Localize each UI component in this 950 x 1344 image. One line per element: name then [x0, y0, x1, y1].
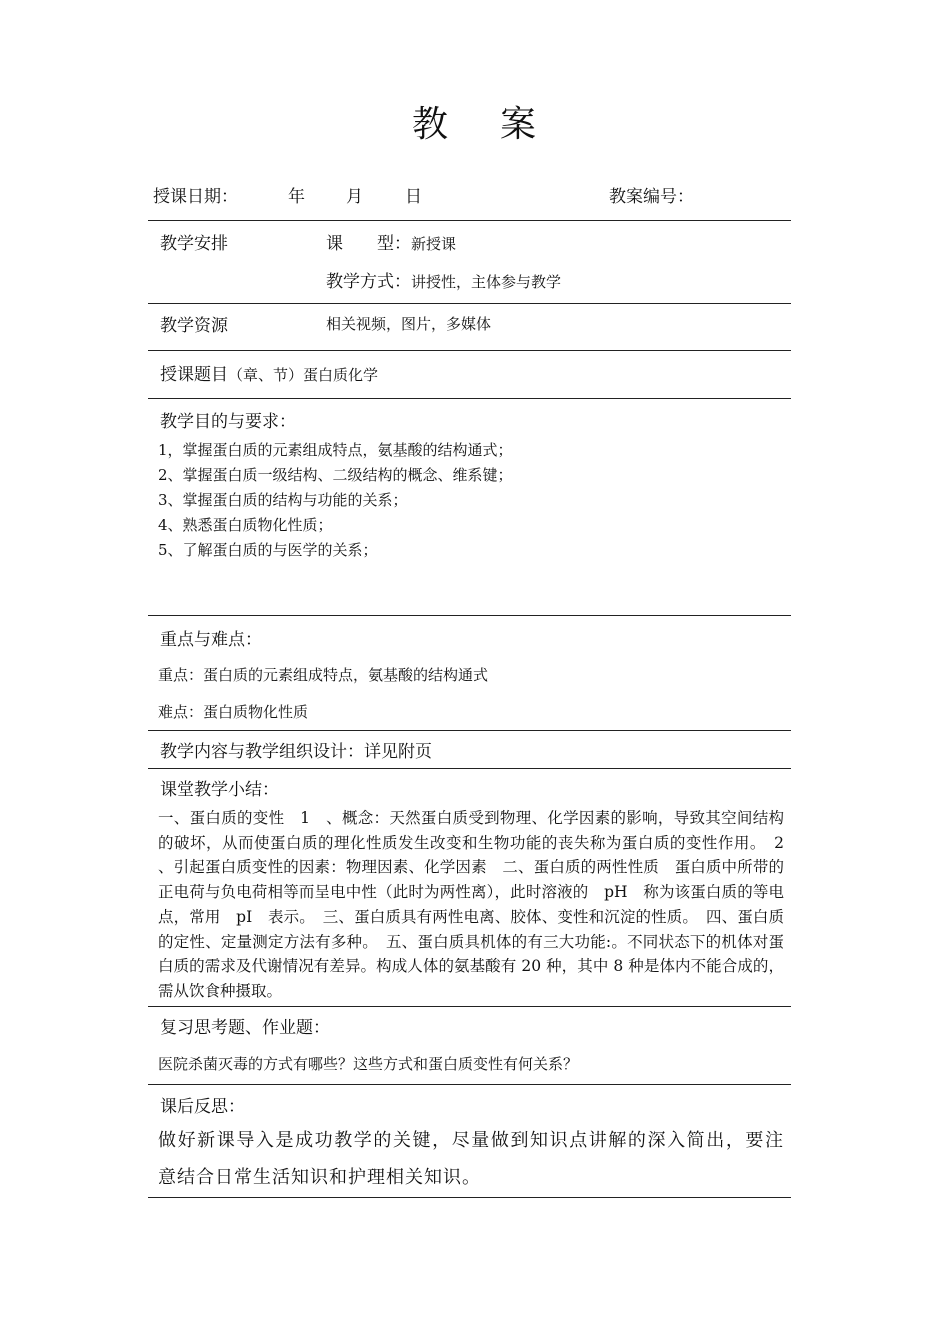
divider	[148, 398, 791, 399]
summary-label: 课堂教学小结：	[160, 780, 279, 800]
teaching-method	[326, 267, 561, 292]
homework-label: 复习思考题、作业题：	[160, 1018, 330, 1038]
topic-value: 蛋白质化学	[303, 366, 379, 384]
date-label: 授课日期：	[153, 187, 238, 207]
objective-item: 3、掌握蛋白质的结构与功能的关系；	[158, 491, 408, 509]
page-title	[0, 96, 950, 147]
objective-item: 5、了解蛋白质的与医学的关系；	[158, 541, 378, 559]
teaching-method-label: 教学方式：	[326, 272, 411, 292]
divider	[148, 303, 791, 304]
difficult-point: 难点：蛋白质物化性质	[158, 703, 309, 721]
year-label: 年	[288, 187, 305, 207]
key-points-label: 重点与难点：	[160, 630, 262, 650]
content-design-label: 教学内容与教学组织设计：详见附页	[160, 742, 432, 762]
lesson-type-value: 新授课	[411, 235, 457, 253]
plan-code-label: 教案编号：	[609, 187, 694, 207]
day-label: 日	[405, 187, 422, 207]
divider	[148, 1006, 791, 1007]
objectives-label: 教学目的与要求：	[160, 412, 296, 432]
divider	[148, 768, 791, 769]
divider	[148, 1197, 791, 1198]
title-char-1: 教	[411, 104, 450, 145]
lesson-type	[326, 229, 456, 254]
lesson-type-label: 课 型：	[326, 234, 411, 254]
topic-label: 授课题目	[160, 365, 228, 385]
resources-value: 相关视频，图片，多媒体	[326, 315, 492, 333]
arrangement-label: 教学安排	[160, 234, 228, 254]
divider	[148, 350, 791, 351]
divider	[148, 1084, 791, 1085]
key-point: 重点：蛋白质的元素组成特点，氨基酸的结构通式	[158, 666, 489, 684]
objectives-list	[158, 438, 513, 563]
reflection-text: 做好新课导入是成功教学的关键，尽量做到知识点讲解的深入简出，要注意结合日常生活知识和护理相关知识。	[158, 1130, 784, 1188]
divider	[148, 730, 791, 731]
objective-item: 4、熟悉蛋白质物化性质；	[158, 516, 333, 534]
objective-item: 2、掌握蛋白质一级结构、二级结构的概念、维系键；	[158, 466, 513, 484]
topic	[160, 360, 378, 385]
teaching-method-value: 讲授性，主体参与教学	[411, 273, 562, 291]
topic-paren: （章、节）	[228, 366, 304, 384]
divider	[148, 615, 791, 616]
month-label: 月	[346, 187, 363, 207]
objective-item: 1，掌握蛋白质的元素组成特点，氨基酸的结构通式；	[158, 441, 513, 459]
resources-label: 教学资源	[160, 316, 228, 336]
summary-text: 一、蛋白质的变性 1 、概念：天然蛋白质受到物理、化学因素的影响，导致其空间结构的破坏，从而使蛋白质的理化性质发生改变和生物功能的丧失称为蛋白质的变性作用。 2 、引起蛋白质变性的因素：物理因素、化学因素 二、蛋白质的两性性质 蛋白质中所带的正电荷与负电荷相等而呈电中性（此时为两性离），此时溶液的 pH 称为该蛋白质的等电点，常用 pI 表示。 三、蛋白质具有两性电离、胶体、变性和沉淀的性质。 四、蛋白质的定性、定量测定方法有多种。 五、蛋白质具机体的有三大功能:。不同状态下的机体对蛋白质的需求及代谢情况有差异。构成人体的氨基酸有 20 种，其中 8 种是体内不能合成的，需从饮食种摄取。	[158, 809, 784, 1000]
title-char-2: 案	[500, 104, 539, 145]
homework-question: 医院杀菌灭毒的方式有哪些？这些方式和蛋白质变性有何关系？	[158, 1055, 579, 1073]
divider	[148, 220, 791, 221]
reflection-label: 课后反思：	[160, 1097, 245, 1117]
